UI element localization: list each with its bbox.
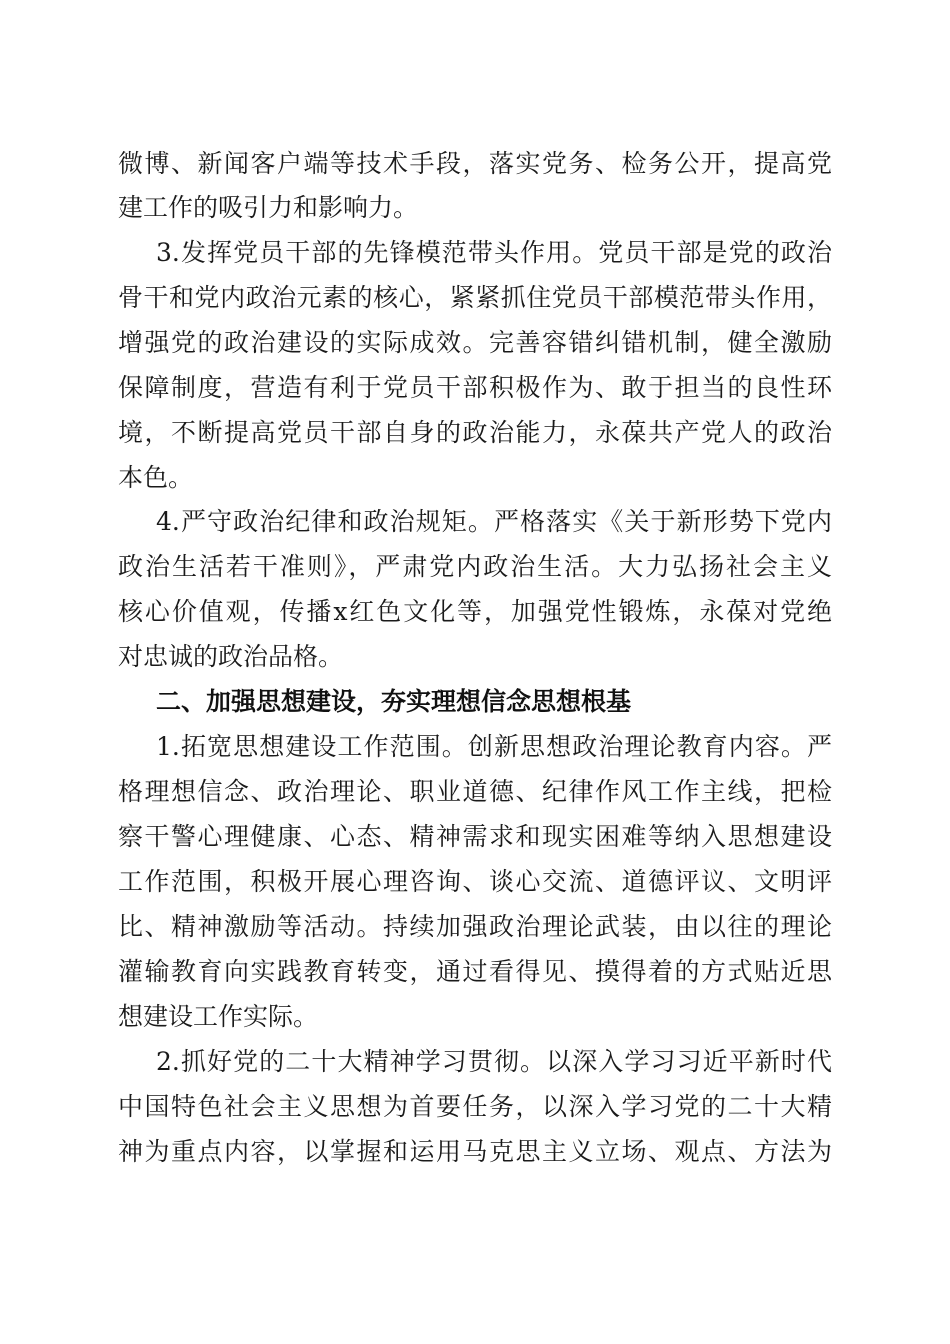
text-line: 建工作的吸引力和影响力。 [118,193,419,222]
paragraph-3-start: 3.发挥党员干部的先锋模范带头作用。党员干部是党的政治 [156,238,832,267]
text-line: 核心价值观，传播x红色文化等，加强党性锻炼，永葆对党绝 [118,597,832,626]
text-line: 境，不断提高党员干部自身的政治能力，永葆共产党人的政治 [118,418,832,447]
text-line: 对忠诚的政治品格。 [118,642,344,671]
text-line: 骨干和党内政治元素的核心，紧紧抓住党员干部模范带头作用， [118,283,832,312]
text-line: 想建设工作实际。 [118,1002,319,1031]
text-line: 察干警心理健康、心态、精神需求和现实困难等纳入思想建设 [118,822,832,851]
text-line: 工作范围，积极开展心理咨询、谈心交流、道德评议、文明评 [118,867,832,896]
text-line: 增强党的政治建设的实际成效。完善容错纠错机制，健全激励 [118,328,832,357]
text-line: 政治生活若干准则》，严肃党内政治生活。大力弘扬社会主义 [118,552,832,581]
text-line: 中国特色社会主义思想为首要任务，以深入学习党的二十大精 [118,1092,832,1121]
text-line: 微博、新闻客户端等技术手段，落实党务、检务公开，提高党 [118,149,832,178]
text-line: 比、精神激励等活动。持续加强政治理论武装，由以往的理论 [118,912,832,941]
text-line: 神为重点内容，以掌握和运用马克思主义立场、观点、方法为 [118,1137,832,1166]
paragraph-1-start: 1.拓宽思想建设工作范围。创新思想政治理论教育内容。严 [156,732,832,761]
text-line: 保障制度，营造有利于党员干部积极作为、敢于担当的良性环 [118,373,832,402]
text-line: 格理想信念、政治理论、职业道德、纪律作风工作主线，把检 [118,777,832,806]
text-line: 本色。 [118,463,194,492]
text-line: 灌输教育向实践教育转变，通过看得见、摸得着的方式贴近思 [118,957,832,986]
paragraph-4-start: 4.严守政治纪律和政治规矩。严格落实《关于新形势下党内 [156,507,832,536]
section-heading: 二、加强思想建设，夯实理想信念思想根基 [156,687,632,716]
paragraph-2-start: 2.抓好党的二十大精神学习贯彻。以深入学习习近平新时代 [156,1047,832,1076]
